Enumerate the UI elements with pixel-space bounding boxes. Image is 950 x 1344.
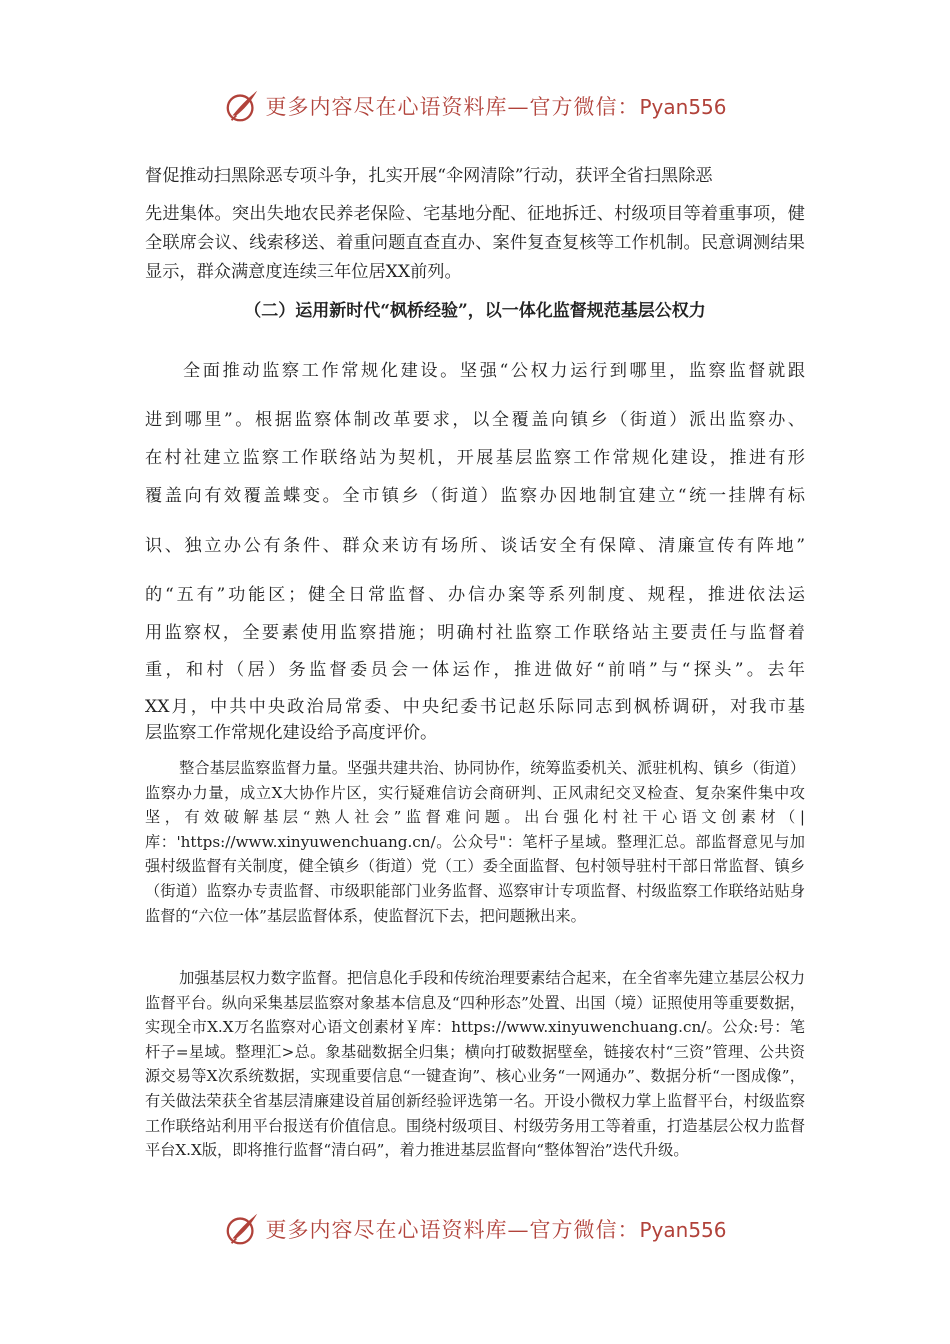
text-line: 覆盖向有效覆盖蝶变。全市镇乡（街道）监察办因地制宜建立“统一挂牌有标 [145,486,805,506]
banner-text: 更多内容尽在心语资料库—官方微信：Pyan556 [265,95,727,119]
paragraph-focus-items: 先进集体。突出失地农民养老保险、宅基地分配、征地拆迁、村级项目等着重事项，健全联席会议、线索移送、着重问题直查直办、案件复查复核等工作机制。民意调测结果显示，群众满意度连续三年位居XX前列。 [145,204,805,282]
text-line: 在村社建立监察工作联络站为契机，开展基层监察工作常规化建设，推进有形 [145,448,805,468]
text-line: 重，和村（居）务监督委员会一体运作，推进做好“前哨”与“探头”。去年 [145,660,805,680]
quill-logo-icon [223,87,261,125]
text-line: 全面推动监察工作常规化建设。坚强“公权力运行到哪里，监察监督就跟 [183,361,805,381]
paragraph-digital-supervision: 加强基层权力数字监督。把信息化手段和传统治理要素结合起来，在全省率先建立基层公权力监督平台。纵向采集基层监察对象基本信息及“四种形态”处置、出国（境）证照使用等重要数据，实现全市X.X万名监察对心语文创素材￥库：https://www.xinyuwenchuang.cn/。公众:号：笔杆子=星域。整理汇>总。象基础数据全归集；横向打破数据壁垒，链接农村“三资”管理、公共资源交易等X次系统数据，实现重要信息“一键查询”、核心业务“一网通办”、数据分析“一图成像”，有关做法荣获全省基层清廉建设首届创新经验评选第一名。开设小微权力掌上监督平台，村级监察工作联络站利用平台报送有价值信息。围绕村级项目、村级劳务用工等着重，打造基层公权力监督平台X.X版，即将推行监督“清白码”，着力推进基层监督向“整体智治”迭代升级。 [145,969,805,1160]
paragraph-continuation: 督促推动扫黑除恶专项斗争，扎实开展“伞网清除”行动，获评全省扫黑除恶 [145,166,713,186]
header-banner [0,84,950,128]
text-line: 识、独立办公有条件、群众来访有场所、谈话安全有保障、清廉宣传有阵地” [145,536,805,556]
text-line: 进到哪里”。根据监察体制改革要求，以全覆盖向镇乡（街道）派出监察办、 [145,410,805,430]
text-line: 层监察工作常规化建设给予高度评价。 [145,723,438,743]
text-line: 的“五有”功能区；健全日常监督、办信办案等系列制度、规程，推进依法运 [145,585,805,605]
section-heading: （二）运用新时代“枫桥经验”，以一体化监督规范基层公权力 [244,301,706,321]
text-line: XX月，中共中央政治局常委、中央纪委书记赵乐际同志到枫桥调研，对我市基 [145,697,805,717]
quill-logo-icon [223,1210,261,1248]
text-line: 用监察权，全要素使用监察措施；明确村社监察工作联络站主要责任与监督着 [145,623,805,643]
banner-text: 更多内容尽在心语资料库—官方微信：Pyan556 [265,1218,727,1242]
paragraph-integrate-supervision: 整合基层监察监督力量。坚强共建共治、协同协作，统筹监委机关、派驻机构、镇乡（街道）监察办力量，成立X大协作片区，实行疑难信访会商研判、正风肃纪交叉检查、复杂案件集中攻坚，有效破解基层“熟人社会”监督难问题。出台强化村社干心语文创素材（|库：'https://www.xinyuwenchuang.cn/。公众号"：笔杆子星域。整理汇总。部监督意见与加强村级监督有关制度，健全镇乡（街道）党（工）委全面监督、包村领导驻村干部日常监督、镇乡（街道）监察办专责监督、市级职能部门业务监督、巡察审计专项监督、村级监察工作联络站贴身监督的“六位一体”基层监督体系，使监督沉下去，把问题揪出来。 [145,759,805,925]
footer-banner [0,1207,950,1251]
